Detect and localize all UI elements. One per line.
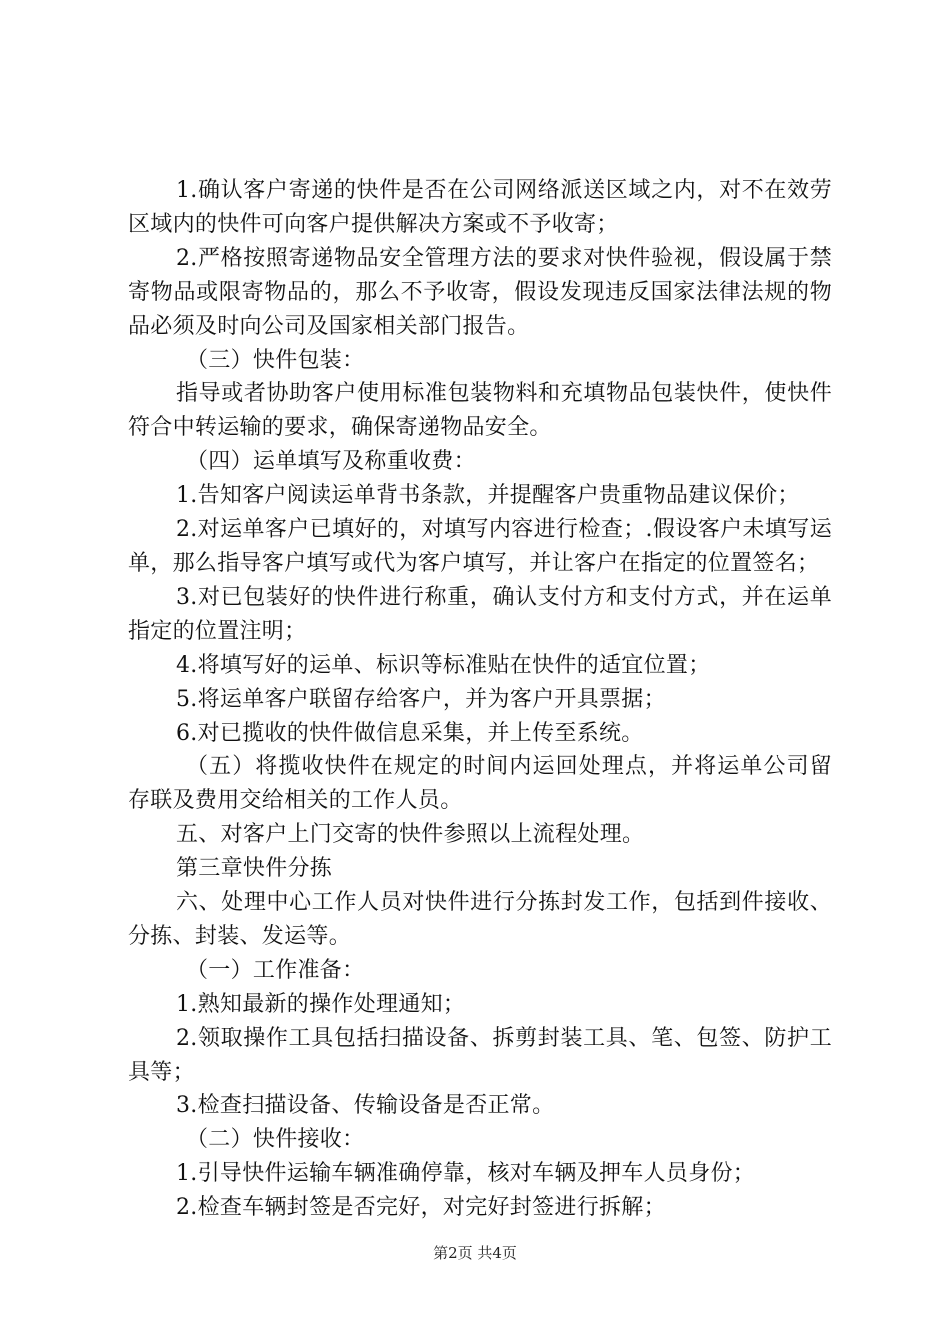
document-body: [128, 174, 832, 1225]
paragraph: 5.将运单客户联留存给客户，并为客户开具票据；: [176, 686, 666, 712]
chapter-heading: 第三章快件分拣: [176, 856, 333, 882]
page-footer: 第2页 共4页: [433, 1244, 517, 1262]
paragraph: 五、对客户上门交寄的快件参照以上流程处理。: [176, 822, 645, 848]
paragraph: 指导或者协助客户使用标准包装物料和充填物品包装快件，使快件符合中转运输的要求，确保寄递物品安全。: [128, 381, 832, 441]
paragraph: 1.确认客户寄递的快件是否在公司网络派送区域之内，对不在效劳区域内的快件可向客户提供解决方案或不予收寄；: [128, 178, 832, 237]
paragraph: 1.告知客户阅读运单背书条款，并提醒客户贵重物品建议保价；: [176, 483, 800, 509]
paragraph: 2.领取操作工具包括扫描设备、拆剪封装工具、笔、包签、防护工具等；: [128, 1025, 832, 1085]
paragraph: 3.检查扫描设备、传输设备是否正常。: [176, 1093, 555, 1119]
paragraph: 六、处理中心工作人员对快件进行分拣封发工作，包括到件接收、分拣、封装、发运等。: [128, 890, 832, 949]
section-heading: （四）运单填写及称重收费：: [186, 449, 476, 475]
section-heading: （一）工作准备：: [186, 957, 365, 983]
section-heading: （三）快件包装：: [186, 347, 365, 373]
paragraph: 6.对已揽收的快件做信息采集，并上传至系统。: [176, 720, 644, 746]
paragraph: 3.对已包装好的快件进行称重，确认支付方和支付方式，并在运单指定的位置注明；: [128, 584, 832, 644]
section-heading: （二）快件接收：: [186, 1127, 365, 1153]
paragraph: 2.严格按照寄递物品安全管理方法的要求对快件验视，假设属于禁寄物品或限寄物品的，那么不予收寄，假设发现违反国家法律法规的物品必须及时向公司及国家相关部门报告。: [128, 245, 832, 339]
paragraph: 4.将填写好的运单、标识等标准贴在快件的适宜位置；: [176, 652, 711, 678]
paragraph: 1.熟知最新的操作处理通知；: [176, 991, 466, 1017]
paragraph: （五）将揽收快件在规定的时间内运回处理点，并将运单公司留存联及费用交给相关的工作人员。: [128, 754, 832, 814]
paragraph: 2.对运单客户已填好的，对填写内容进行检查；.假设客户未填写运单，那么指导客户填写或代为客户填写，并让客户在指定的位置签名；: [128, 517, 832, 576]
paragraph: 1.引导快件运输车辆准确停靠，核对车辆及押车人员身份；: [176, 1161, 756, 1187]
paragraph: 2.检查车辆封签是否完好，对完好封签进行拆解；: [176, 1195, 666, 1221]
